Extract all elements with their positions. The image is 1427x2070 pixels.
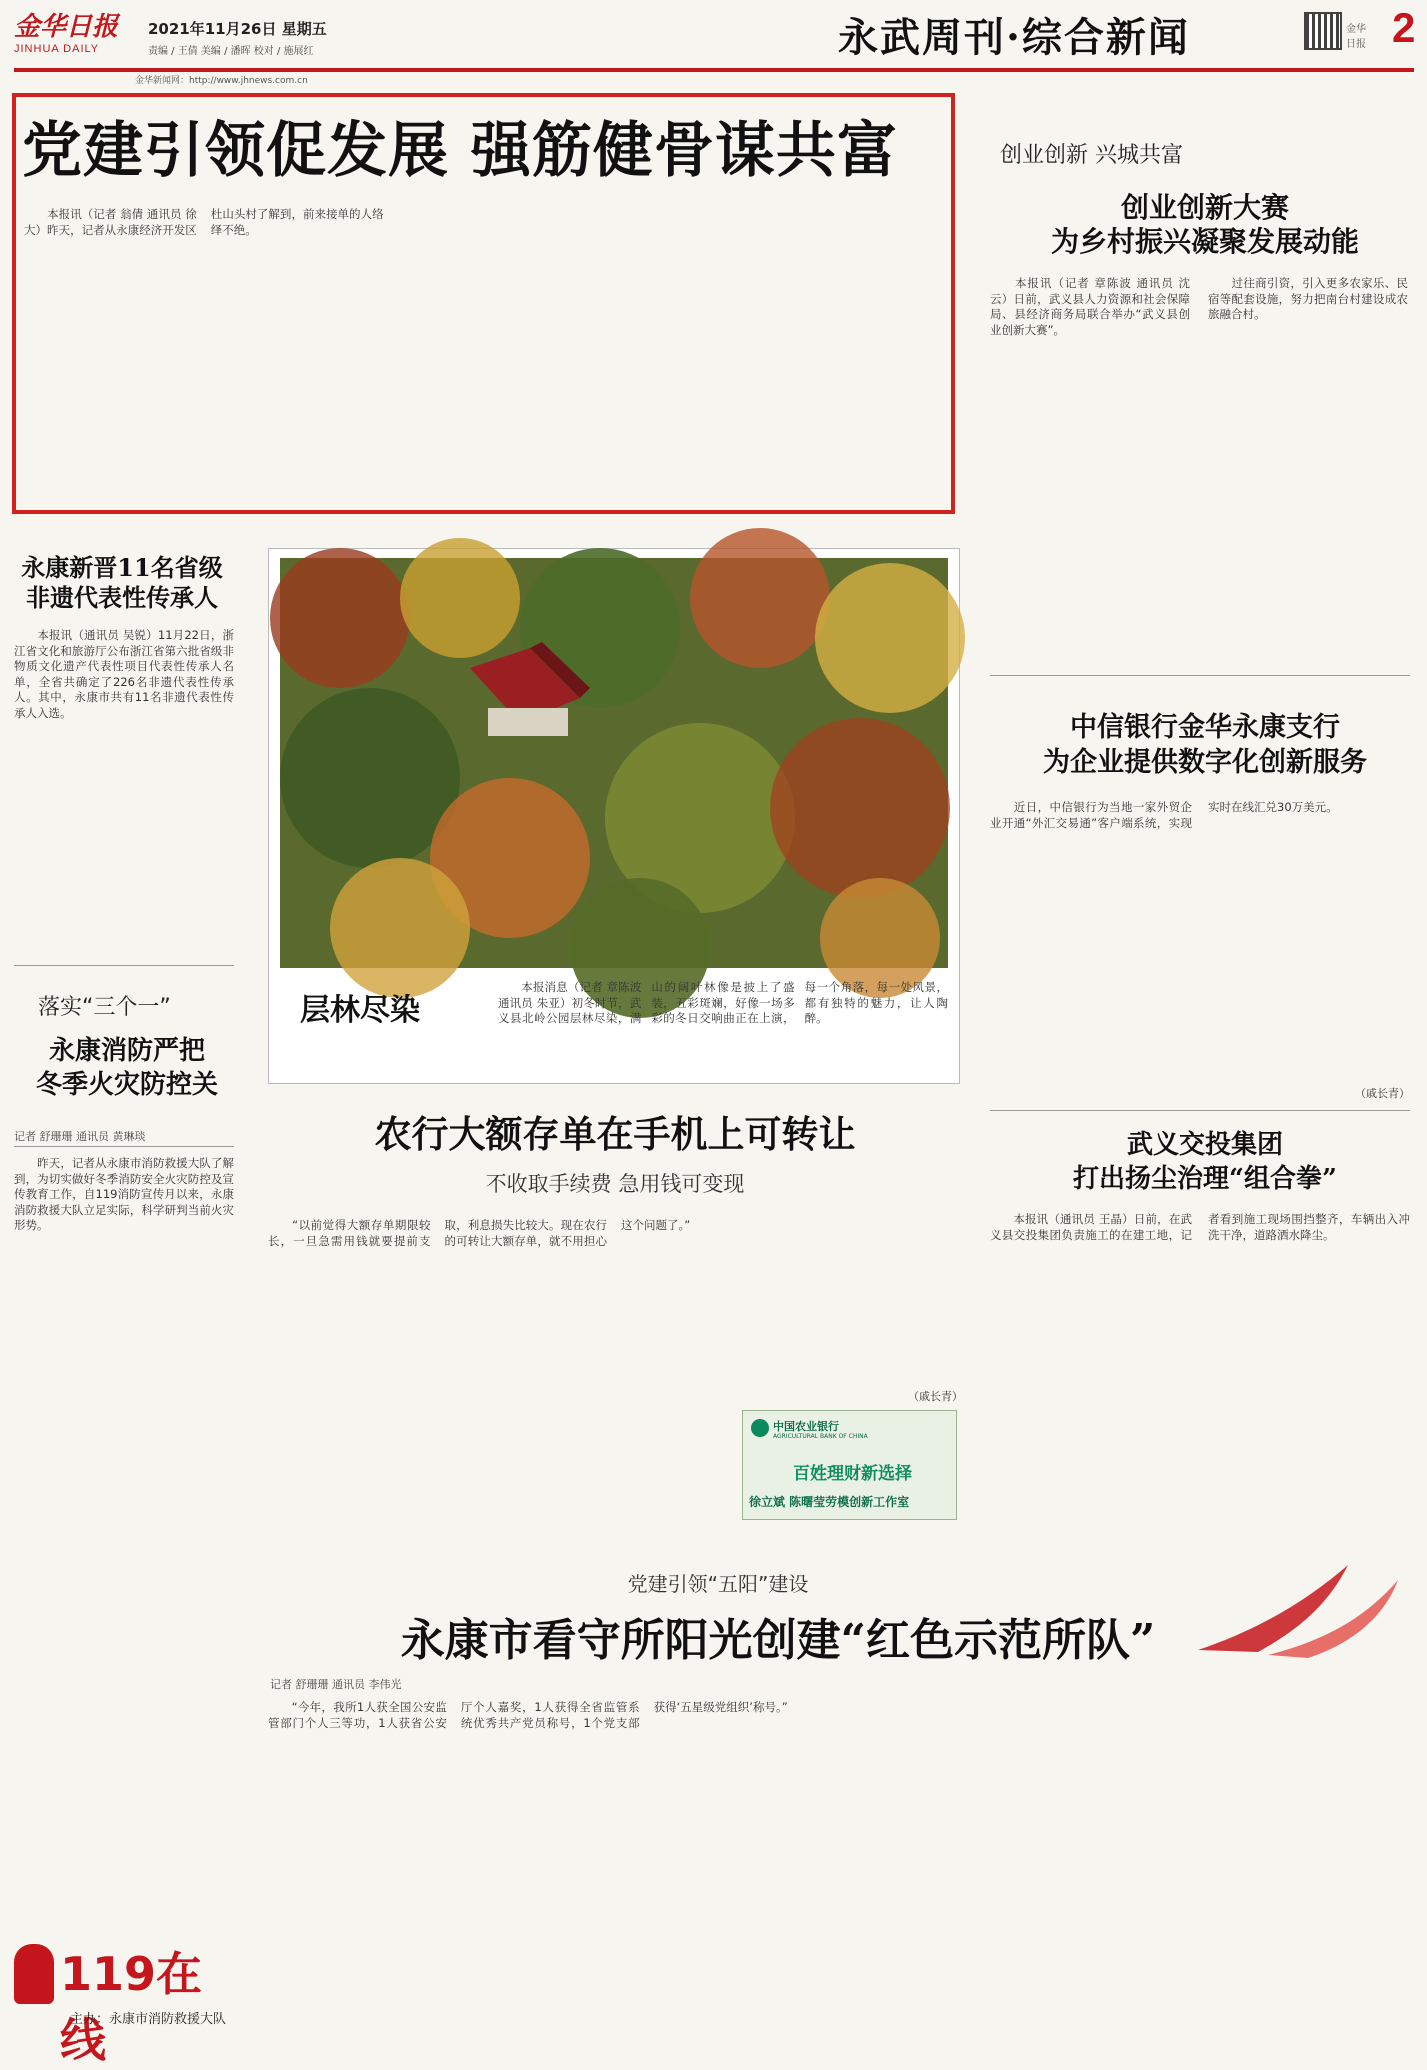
prison-byline: 记者 舒珊珊 通讯员 李伟光 [270, 1678, 402, 1691]
divider [990, 1110, 1410, 1111]
prison-headline: 永康市看守所阳光创建“红色示范所队” [400, 1615, 1156, 1666]
feiyi-headline-1: 永康新晋11名省级 [21, 553, 223, 582]
fire-body: 昨天，记者从永康市消防救援大队了解到，为切实做好冬季消防安全火灾防控及宣传教育工作，自119消防宣传月以来，永康消防救援大队立足实际，科学研判当前火灾形势。 [14, 1156, 234, 1233]
chuangye-body-continued: 过往商引资，引入更多农家乐、民宿等配套设施，努力把南台村建设成农旅融合村。 [1208, 276, 1408, 322]
citic-headline-1: 中信银行金华永康支行 [1070, 712, 1340, 743]
section-title: 永武周刊·综合新闻 [838, 14, 1190, 61]
chuangye-headline-1: 创业创新大赛 [1120, 191, 1289, 224]
feiyi-headline-2: 非遗代表性传承人 [26, 583, 218, 612]
badge-sponsor: 主办：永康市消防救援大队 [70, 2012, 227, 2027]
logo [14, 6, 124, 55]
citic-body: 近日，中信银行为当地一家外贸企业开通“外汇交易通”客户端系统，实现实时在线汇兑30万美元。 [990, 800, 1338, 830]
fire-kicker: 落实“三个一” [38, 995, 171, 1020]
abc-ad-bank-en: AGRICULTURAL BANK OF CHINA [773, 1433, 868, 1440]
chuangye-kicker: 创业创新 兴城共富 [1000, 143, 1183, 168]
jiaotou-headline-2: 打出扬尘治理“组合拳” [1073, 1164, 1337, 1194]
abc-ad [742, 1410, 957, 1520]
divider [990, 675, 1410, 676]
editor-credits: 责编 / 王倩 美编 / 潘晖 校对 / 施展红 [148, 46, 314, 57]
page-number: 2 [1392, 4, 1416, 51]
masthead-rule [14, 68, 1414, 72]
badge-label: 119在线 [60, 1947, 203, 2067]
citic-credit: （戚长青） [1355, 1087, 1410, 1100]
logo-english: JINHUA DAILY [14, 43, 100, 55]
abc-ad-slogan: 百姓理财新选择 [793, 1464, 912, 1484]
issue-date: 2021年11月26日 星期五 [148, 20, 327, 38]
chuangye-body: 本报讯（记者 章陈波 通讯员 沈 云）日前，武义县人力资源和社会保障局、县经济商务局联合举办“武义县创业创新大赛”。 [990, 276, 1194, 337]
qr-code [1304, 12, 1342, 50]
feiyi-body: 本报讯（通讯员 吴锐）11月22日，浙江省文化和旅游厅公布浙江省第六批省级非物质文化遗产代表性项目代表性传承人名单，全省共确定了226名非遗代表性传承人。其中，永康市共有11名非遗代表性传承人入选。 [14, 628, 234, 720]
abc-credit: （戚长青） [908, 1390, 963, 1403]
website: 金华新闻网：http://www.jhnews.com.cn [135, 76, 308, 86]
lead-body: 本报讯（记者 翁倩 通讯员 徐大）昨天，记者从永康经济开发区杜山头村了解到，前来接单的人络绎不绝。 [24, 207, 384, 237]
badge-119 [12, 1936, 240, 2067]
chuangye-headline-2: 为乡村振兴凝聚发展动能 [1050, 225, 1359, 258]
qr-caption: 金华日报 [1346, 24, 1366, 50]
lead-headline: 党建引领促发展 强筋健骨谋共富 [22, 116, 898, 186]
prison-body: “今年，我所1人获全国公安监管部门个人三等功，1人获省公安厅个人嘉奖，1人获得全省监管系统优秀共产党员称号，1个党支部获得‘五星级党组织’称号。” [268, 1700, 788, 1730]
abc-subhead: 不收取手续费 急用钱可变现 [485, 1172, 745, 1196]
abc-ad-bank: 中国农业银行 [773, 1420, 839, 1433]
photo-caption: 本报消息（记者 章陈波 通讯员 朱亚）初冬时节，武义县北岭公园层林尽染，满山的阔叶林像是披上了盛装，五彩斑斓，好像一场多彩的冬日交响曲正在上演，每一个角落，每一处风景，都有独特的魅力，让人陶醉。 [498, 980, 948, 1026]
firefighter-icon [14, 1944, 54, 2004]
jiaotou-body: 本报讯（通讯员 王晶）日前，在武义县交投集团负责施工的在建工地，记者看到施工现场围挡整齐，车辆出入冲洗干净，道路洒水降尘。 [990, 1212, 1410, 1242]
abc-ad-tagline: 徐立斌 陈曙莹劳模创新工作室 [749, 1495, 910, 1509]
citic-headline-2: 为企业提供数字化创新服务 [1043, 747, 1367, 778]
autumn-forest-photo [280, 558, 948, 968]
photo-title: 层林尽染 [300, 993, 420, 1028]
logo-text: 金华日报 [14, 12, 119, 42]
masthead [0, 0, 1427, 86]
fire-headline-2: 冬季火灾防控关 [35, 1070, 218, 1100]
divider [14, 965, 234, 966]
abc-logo-icon [751, 1419, 769, 1437]
fire-byline: 记者 舒珊珊 通讯员 黄琳琰 [14, 1130, 146, 1143]
abc-headline: 农行大额存单在手机上可转让 [374, 1112, 856, 1156]
forest-image [280, 558, 948, 968]
fire-headline-1: 永康消防严把 [48, 1036, 205, 1066]
abc-body: “以前觉得大额存单期限较长，一旦急需用钱就要提前支取，利息损失比较大。现在农行的可转让大额存单，就不用担心这个问题了。” [268, 1218, 691, 1248]
jiaotou-headline-1: 武义交投集团 [1126, 1130, 1283, 1160]
divider [14, 1146, 234, 1147]
prison-kicker: 党建引领“五阳”建设 [627, 1572, 809, 1596]
